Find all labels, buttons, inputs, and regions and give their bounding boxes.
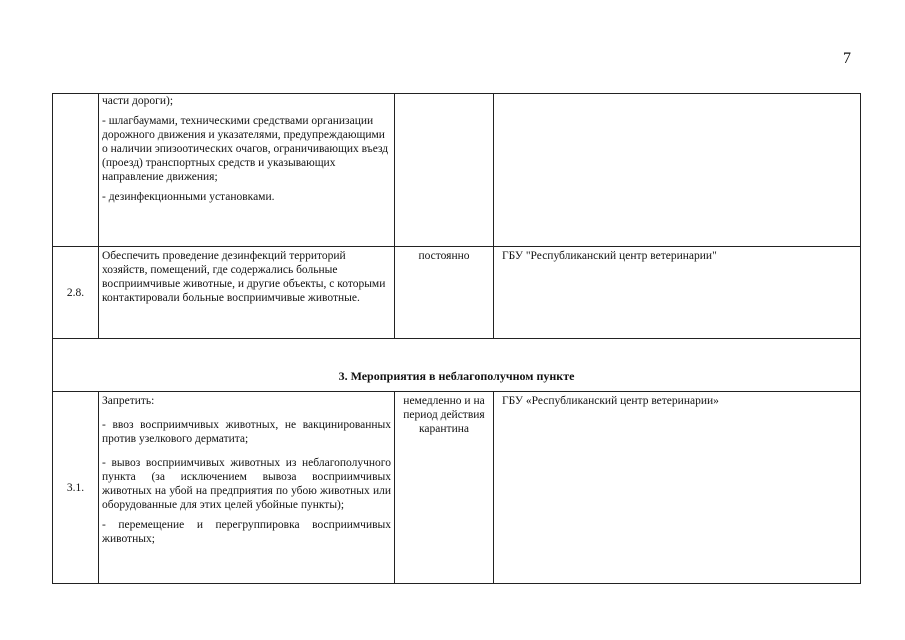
page-number: 7 <box>843 50 851 67</box>
row-number: 3.1. <box>53 392 99 584</box>
measure-line: - шлагбаумами, техническими средствами организации дорожного движения и указателями, предупреждающими о наличии эпизоотических очагов, ограничивающих въезд (проезд) транспортных средств и указывающих направление движения; <box>102 115 389 183</box>
measure-text <box>99 392 395 584</box>
measure-item: - ввоз восприимчивых животных, не вакцинированных против узелкового дерматита; <box>102 419 391 445</box>
table-row <box>53 392 861 584</box>
row-number <box>53 94 99 247</box>
measure-text: Обеспечить проведение дезинфекций территорий хозяйств, помещений, где содержались больные восприимчивые животные, и другие объекты, с которыми контактировали больные восприимчивые животные. <box>99 247 395 339</box>
measures-table <box>52 93 861 584</box>
section-title: 3. Мероприятия в неблагополучном пункте <box>53 339 861 392</box>
responsible-cell: ГБУ «Республиканский центр ветеринарии» <box>494 392 861 584</box>
table-row <box>53 94 861 247</box>
responsible-cell: ГБУ "Республиканский центр ветеринарии" <box>494 247 861 339</box>
section-row <box>53 339 861 392</box>
deadline-cell: постоянно <box>395 247 494 339</box>
responsible-cell <box>494 94 861 247</box>
measure-line: - дезинфекционными установками. <box>102 191 275 203</box>
measure-line: части дороги); <box>102 95 174 107</box>
deadline-cell <box>395 94 494 247</box>
deadline-cell: немедленно и на период действия карантина <box>395 392 494 584</box>
measure-text <box>99 94 395 247</box>
measure-item: - перемещение и перегруппировка восприимчивых животных; <box>102 519 391 545</box>
measure-heading: Запретить: <box>102 395 155 407</box>
table-row <box>53 247 861 339</box>
row-number: 2.8. <box>53 247 99 339</box>
measure-item: - вывоз восприимчивых животных из неблагополучного пункта (за исключением вывоза восприимчивых животных на убой на предприятия по убою животных или оборудованные для этих целей убойные пункты); <box>102 457 391 511</box>
